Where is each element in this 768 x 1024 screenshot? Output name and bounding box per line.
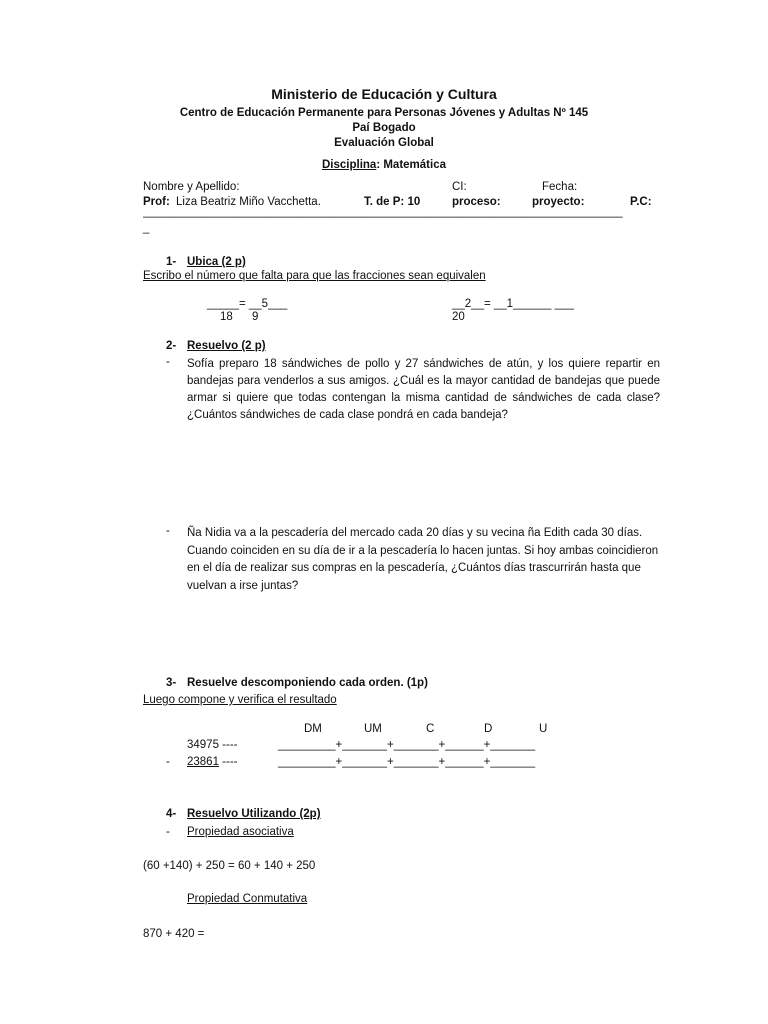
row1-blanks: _________+_______+_______+______+_______	[278, 739, 536, 751]
fraction-1-bottom: 18 9	[220, 311, 259, 323]
discipline-label: Disciplina	[322, 159, 377, 171]
proyecto-label: proyecto:	[532, 196, 585, 208]
row2-dash: -	[166, 756, 170, 768]
commutative-expression: 870 + 420 =	[143, 928, 205, 940]
discipline-value: : Matemática	[376, 159, 446, 171]
header-u: U	[539, 723, 548, 735]
q4-title: Resuelvo Utilizando (2p)	[187, 808, 321, 820]
row2-number	[187, 756, 238, 768]
commutative-property-label: Propiedad Conmutativa	[187, 893, 308, 905]
associative-expression: (60 +140) + 250 = 60 + 140 + 250	[143, 860, 316, 872]
q4-number: 4-	[166, 808, 177, 820]
q1-instruction: Escribo el número que falta para que las fracciones sean equivalen	[143, 270, 486, 282]
q2-title: Resuelvo (2 p)	[187, 340, 266, 352]
q2-number: 2-	[166, 340, 177, 352]
ci-label: CI:	[452, 181, 467, 193]
q3-title: Resuelve descomponiendo cada orden. (1p)	[187, 677, 428, 689]
q1-title: Ubica (2 p)	[187, 256, 246, 268]
town-name: Paí Bogado	[352, 122, 416, 134]
proceso-label: proceso:	[452, 196, 501, 208]
fraction-1-top: _____= __5___	[207, 298, 288, 310]
q2-dash-2: -	[166, 525, 170, 537]
row1-number: 34975 ----	[187, 739, 238, 751]
tdp-label: T. de P: 10	[364, 196, 421, 208]
q4-dash: -	[166, 826, 170, 838]
fraction-2-top: __2__= __1______ ___	[452, 298, 574, 310]
row2-number-suffix: ----	[218, 756, 238, 768]
prof-label: Prof:	[143, 196, 170, 208]
evaluation-title: Evaluación Global	[334, 137, 434, 149]
prof-name: Liza Beatriz Miño Vacchetta.	[176, 196, 321, 208]
separator-rule-tail: _	[143, 222, 150, 234]
q3-number: 3-	[166, 677, 177, 689]
name-label: Nombre y Apellido:	[143, 181, 240, 193]
discipline-line	[0, 159, 768, 171]
row2-blanks: _________+_______+_______+______+_______	[278, 756, 536, 768]
header-c: C	[426, 723, 435, 735]
date-label: Fecha:	[542, 181, 578, 193]
header-dm: DM	[304, 723, 322, 735]
center-name: Centro de Educación Permanente para Personas Jóvenes y Adultas Nº 145	[179, 107, 589, 119]
q2-dash-1: -	[166, 356, 170, 368]
q1-number: 1-	[166, 256, 177, 268]
associative-property-label: Propiedad asociativa	[187, 826, 294, 838]
header-um: UM	[364, 723, 382, 735]
separator-rule: ___________________________________________________________________________	[143, 206, 623, 218]
pc-label: P.C:	[630, 196, 652, 208]
row2-number-value: 23861	[187, 756, 219, 768]
header-d: D	[484, 723, 493, 735]
ministry-title: Ministerio de Educación y Cultura	[271, 86, 497, 102]
q3-subtitle: Luego compone y verifica el resultado	[143, 694, 337, 706]
q2-problem-2: Ña Nidia va a la pescadería del mercado cada 20 días y su vecina ña Edith cada 30 días. Cuando coinciden en su día de ir a la pescadería lo hacen juntas. Si hoy ambas coincidieron en el día de realizar sus compras en la pescadería, ¿Cuántos días trascurrirán hasta que vuelvan a irse juntas?	[187, 527, 659, 592]
q2-problem-1: Sofía preparo 18 sándwiches de pollo y 27 sándwiches de atún, y los quiere repartir en bandejas para venderlos a sus amigos. ¿Cuál es la mayor cantidad de bandejas que puede armar si quiere que todas contengan la misma cantidad de sándwiches de cada clase? ¿Cuántos sándwiches de cada clase pondrá en cada bandeja?	[187, 358, 660, 421]
fraction-2-bottom: 20	[452, 311, 465, 323]
